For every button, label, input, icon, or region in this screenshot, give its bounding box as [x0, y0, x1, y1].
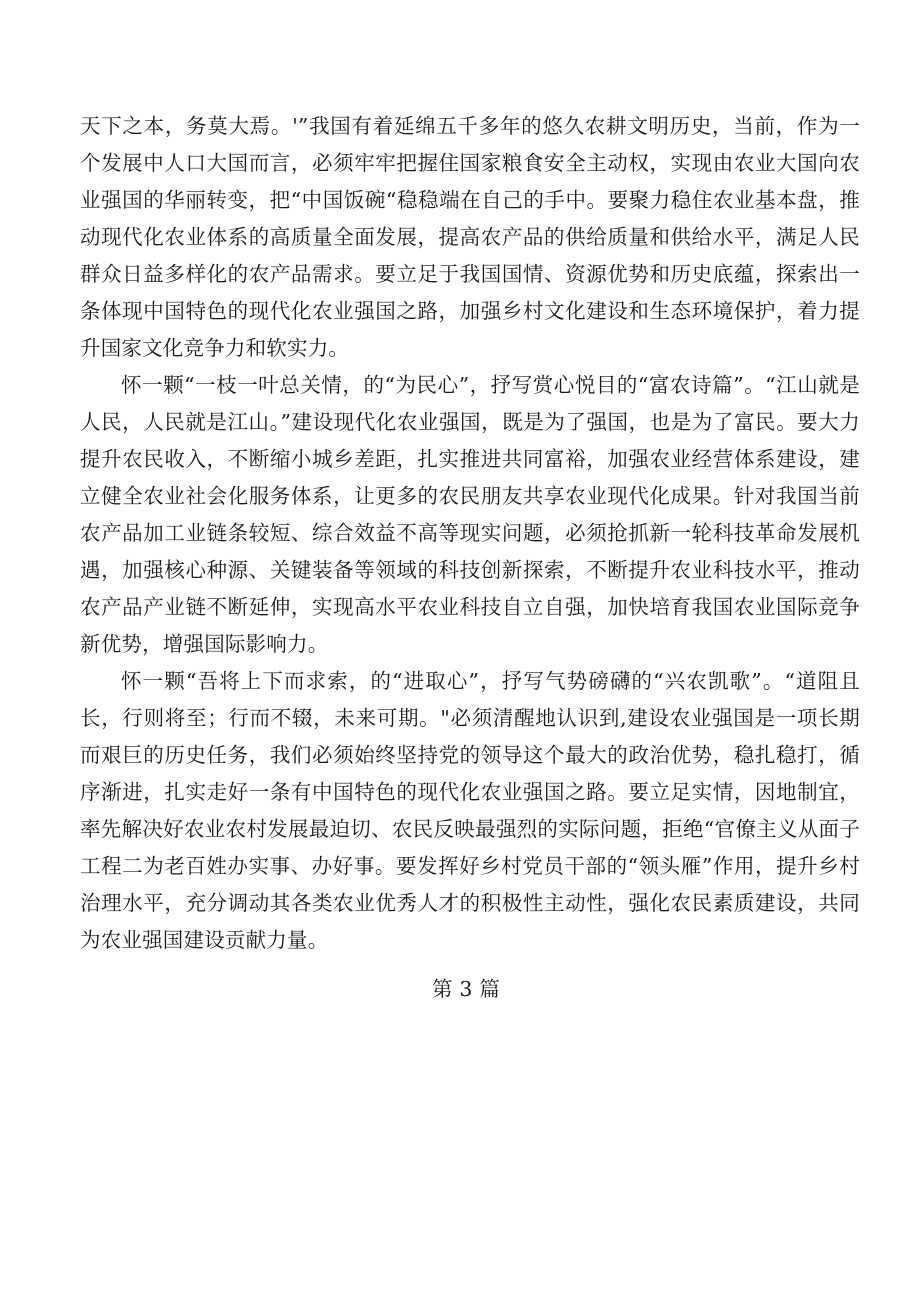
- document-body: [80, 108, 860, 1008]
- paragraph-2: 怀一颗“一枝一叶总关情，的“为民心”，抒写赏心悦目的“富农诗篇”。“江山就是人民，人民就是江山。”建设现代化农业强国，既是为了强国，也是为了富民。要大力提升农民收入，不断缩小城乡差距，扎实推进共同富裕，加强农业经营体系建设，建立健全农业社会化服务体系，让更多的农民朋友共享农业现代化成果。针对我国当前农产品加工业链条较短、综合效益不高等现实问题，必须抢抓新一轮科技革命发展机遇，加强核心种源、关键装备等领域的科技创新探索，不断提升农业科技水平，推动农产品产业链不断延伸，实现高水平农业科技自立自强，加快培育我国农业国际竞争新优势，增强国际影响力。: [80, 373, 860, 656]
- section-heading: 第 3 篇: [431, 977, 501, 1001]
- paragraph-3: 怀一颗“吾将上下而求索，的“进取心”，抒写气势磅礴的“兴农凯歌”。“道阻且长，行则将至；行而不辍，未来可期。"必须清醒地认识到,建设农业强国是一项长期而艰巨的历史任务，我们必须始终坚持党的领导这个最大的政治优势，稳扎稳打，循序渐进，扎实走好一条有中国特色的现代化农业强国之路。要立足实情，因地制宜，率先解决好农业农村发展最迫切、农民反映最强烈的实际问题，拒绝“官僚主义从面子工程二为老百姓办实事、办好事。要发挥好乡村党员干部的“领头雁”作用，提升乡村治理水平，充分调动其各类农业优秀人才的积极性主动性，强化农民素质建设，共同为农业强国建设贡献力量。: [80, 669, 860, 952]
- paragraph-1: 天下之本，务莫大焉。'”我国有着延绵五千多年的悠久农耕文明历史，当前，作为一个发展中人口大国而言，必须牢牢把握住国家粮食安全主动权，实现由农业大国向农业强国的华丽转变，把“中国饭碗“稳稳端在自己的手中。要聚力稳住农业基本盘，推动现代化农业体系的高质量全面发展，提高农产品的供给质量和供给水平，满足人民群众日益多样化的农产品需求。要立足于我国国情、资源优势和历史底蕴，探索出一条体现中国特色的现代化农业强国之路，加强乡村文化建设和生态环境保护，着力提升国家文化竞争力和软实力。: [80, 114, 860, 360]
